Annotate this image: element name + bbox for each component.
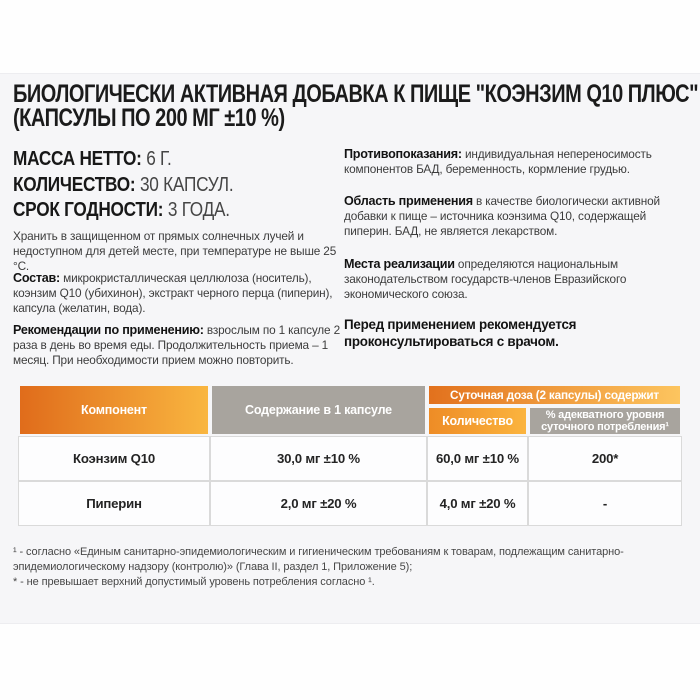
application-area-text: в качестве биологически активной добавки к пище – источника коэнзима Q10, содержащей пиперин. БАД, не является лекарством. (344, 194, 660, 239)
product-facts (13, 146, 275, 223)
table-header-adequate-intake: % адекватного уровня суточного потребления¹ (528, 406, 682, 436)
application-area-paragraph (344, 194, 692, 240)
table-cell-adequate-piperine: - (528, 481, 682, 526)
doctor-consultation-warning: Перед применением рекомендуется проконсультироваться с врачом. (344, 317, 577, 349)
storage-conditions: Хранить в защищенном от прямых солнечных лучей и недоступном для детей месте, при температуре не выше 25 °С. (13, 229, 337, 274)
product-title-line2: (КАПСУЛЫ ПО 200 МГ ±10 %) (13, 104, 285, 132)
composition-paragraph (13, 271, 351, 317)
table-cell-quantity-piperine: 4,0 мг ±20 % (427, 481, 528, 526)
usage-recommendations-label: Рекомендации по применению: (13, 323, 204, 337)
application-area-label: Область применения (344, 194, 473, 208)
shelf-life-value: 3 ГОДА. (167, 198, 230, 221)
contraindications-text: индивидуальная непереносимость компонентов БАД, беременность, кормление грудью. (344, 147, 652, 177)
table-cell-per-capsule-piperine: 2,0 мг ±20 % (210, 481, 427, 526)
table-cell-component-q10: Коэнзим Q10 (18, 436, 210, 481)
table-cell-per-capsule-q10: 30,0 мг ±10 % (210, 436, 427, 481)
shelf-life-label: СРОК ГОДНОСТИ: (13, 198, 164, 221)
table-cell-quantity-q10: 60,0 мг ±10 % (427, 436, 528, 481)
quantity-line (13, 172, 233, 198)
footnotes (13, 545, 691, 590)
shelf-life-line (13, 197, 233, 223)
footnote-regulation: ¹ - согласно «Единым санитарно-эпидемиологическим и гигиеническим требованиям к товарам, подлежащим санитарно-эпидемиологическому надзору (контролю)» (Глава II, раздел 1, Приложение 5); (13, 546, 624, 573)
table-cell-adequate-q10: 200* (528, 436, 682, 481)
quantity-label: КОЛИЧЕСТВО: (13, 172, 136, 196)
net-weight-line (13, 146, 233, 172)
product-title-line1: БИОЛОГИЧЕСКИ АКТИВНАЯ ДОБАВКА К ПИЩЕ "КОЭНЗИМ Q10 ПЛЮС" (13, 80, 699, 108)
product-title (13, 82, 700, 130)
usage-recommendations-paragraph (13, 323, 355, 369)
quantity-value: 30 КАПСУЛ. (139, 172, 234, 196)
table-cell-component-piperine: Пиперин (18, 481, 210, 526)
table-header-per-capsule: Содержание в 1 капсуле (210, 384, 427, 436)
distribution-label: Места реализации (344, 257, 455, 271)
footnote-upper-limit: * - не превышает верхний допустимый уровень потребления согласно ¹. (13, 576, 375, 588)
composition-label: Состав: (13, 271, 60, 285)
table-header-quantity: Количество (427, 406, 528, 436)
distribution-paragraph (344, 257, 692, 303)
net-weight-value: 6 Г. (146, 147, 172, 170)
usage-recommendations-text: взрослым по 1 капсуле 2 раза в день во время еды. Продолжительность приема – 1 месяц. При необходимости прием можно повторить. (13, 323, 340, 368)
contraindications-paragraph (344, 147, 692, 177)
composition-text: микрокристаллическая целлюлоза (носитель), коэнзим Q10 (убихинон), экстракт черного перца (пиперин), капсула (желатин, вода). (13, 271, 333, 316)
table-header-component: Компонент (18, 384, 210, 436)
distribution-text: определяются национальным законодательством государств-членов Евразийского экономического союза. (344, 257, 627, 302)
table-header-daily-dose: Суточная доза (2 капсулы) содержит (427, 384, 682, 406)
contraindications-label: Противопоказания: (344, 147, 462, 161)
net-weight-label: МАССА НЕТТО: (13, 147, 142, 170)
nutrition-table (18, 384, 682, 526)
